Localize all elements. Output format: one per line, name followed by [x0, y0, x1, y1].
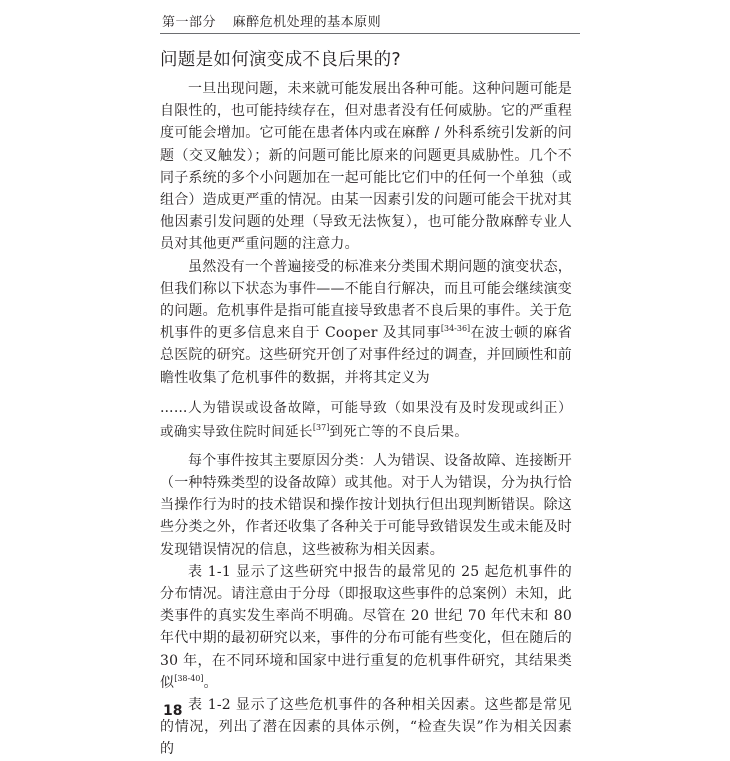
running-header-chapter: 麻醉危机处理的基本原则 [232, 15, 382, 30]
paragraph-3: 每个事件按其主要原因分类：人为错误、设备故障、连接断开（一种特殊类型的设备故障）或其他。对于人为错误，分为执行恰当操作行为时的技术错误和操作按计划执行但出现判断错误。除这些分类之外，作者还收集了各种关于可能导致错误发生或未能及时发现错误情况的信息，这些被称为相关因素。 [160, 452, 572, 558]
header-divider [160, 33, 580, 34]
paragraph-4-text-a: 表 1-1 显示了这些研究中报告的最常见的 25 起危机事件的分布情况。请注意由于分母（即报取这些事件的总案例）未知，此类事件的真实发生率尚不明确。尽管在 20 世纪 70 年代末和 80 年代中期的最初研究以来，事件的分布可能有些变化，但在随后的 30 年，在不同环境和国家中进行重复的危机事件研究，其结果类似 [160, 563, 572, 691]
quote-text-a: ……人为错误或设备故障，可能导致（如果没有及时发现或纠正）或确实导致住院时间延长 [160, 399, 572, 440]
paragraph-4 [160, 561, 572, 694]
section-title: 问题是如何演变成不良后果的? [160, 50, 401, 70]
citation-38-40: [38-40] [174, 673, 204, 683]
paragraph-2 [160, 256, 572, 389]
quote-text-b: 到死亡等的不良后果。 [329, 423, 469, 440]
citation-34-36: [34-36] [440, 324, 471, 334]
definition-quote [160, 396, 572, 444]
page-number: 18 [163, 703, 183, 719]
paragraph-1: 一旦出现问题，未来就可能发展出各种可能。这种问题可能是自限性的，也可能持续存在，但对患者没有任何威胁。它的严重程度可能会增加。它可能在患者体内或在麻醉 / 外科系统引发新的问题（交叉触发）；新的问题可能比原来的问题更具威胁性。几个不同子系统的多个小问题加在一起可能比它们中的任何一个单独（或组合）造成更严重的情况。由某一因素引发的问题可能会干扰对其他因素引发问题的处理（导致无法恢复），也可能分散麻醉专业人员对其他更严重问题的注意力。 [160, 81, 572, 253]
running-header-part: 第一部分 [162, 15, 217, 30]
running-header [162, 11, 381, 30]
paragraph-2-text-a: 虽然没有一个普遍接受的标准来分类围术期问题的演变状态，但我们称以下状态为事件——不能自行解决，而且可能会继续演变的问题。危机事件是指可能直接导致患者不良后果的事件。关于危机事件的更多信息来自于 Cooper 及其同事 [160, 258, 572, 342]
body-text [160, 78, 572, 761]
citation-37: [37] [312, 422, 330, 432]
paragraph-5: 表 1-2 显示了这些危机事件的各种相关因素。这些都是常见的情况，列出了潜在因素的具体示例，“检查失误”作为相关因素的 [160, 697, 572, 758]
paragraph-2-text-b: 在波士顿的麻省总医院的研究。这些研究开创了对事件经过的调查，并回顾性和前瞻性收集了危机事件的数据，并将其定义为 [160, 325, 572, 386]
paragraph-4-text-b: 。 [203, 674, 218, 691]
